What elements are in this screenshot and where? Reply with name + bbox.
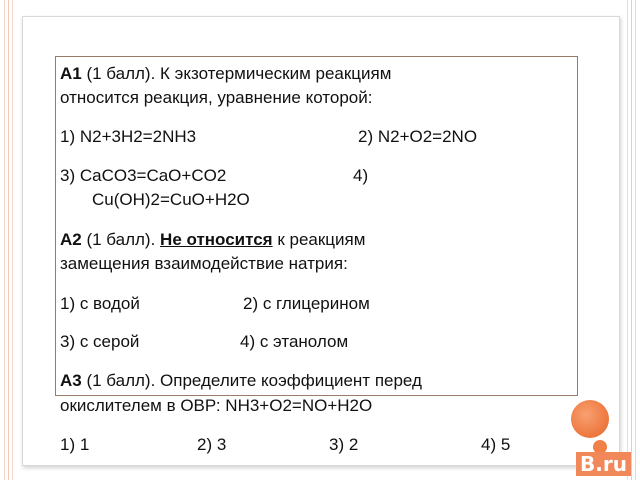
q2-emphasis: Не относится (160, 230, 273, 249)
q1-option-4-num: 4) (353, 166, 369, 185)
watermark-logo: B.ru (576, 452, 631, 476)
q1-label: А1 (60, 64, 82, 83)
q1-option-4-eq: Cu(OH)2=CuO+H2O (92, 190, 250, 209)
stripe (631, 0, 632, 480)
q3-option-4: 4) 5 (481, 435, 511, 454)
q1-line2: относится реакция, уравнение которой: (60, 88, 373, 107)
stripe (8, 0, 9, 480)
q1-option-3: 3) CaCO3=CaO+CO2 (60, 166, 227, 185)
q2-label: А2 (60, 230, 82, 249)
q2-line2: замещения взаимодействие натрия: (60, 254, 348, 273)
q3-line2: окислителем в ОВР: NH3+O2=NO+H2O (60, 396, 373, 415)
stripe (627, 0, 628, 480)
q2-points: (1 балл). (81, 230, 161, 249)
q1-header (60, 64, 391, 84)
q3-label: А3 (60, 371, 82, 390)
q2-header (60, 230, 365, 250)
q3-option-3: 3) 2 (329, 435, 359, 454)
q3-header (60, 371, 422, 391)
q1-points: (1 балл). К экзотермическим реакциям (81, 64, 392, 83)
q2-option-1: 1) с водой (60, 294, 140, 313)
q3-option-2: 2) 3 (197, 435, 227, 454)
stripe (4, 0, 5, 480)
decorative-circle-large (571, 400, 609, 438)
q2-option-3: 3) с серой (60, 332, 140, 351)
q3-points: (1 балл). Определите коэффициент перед (81, 371, 422, 390)
q2-rest: к реакциям (272, 230, 366, 249)
stripe (12, 0, 13, 480)
q1-option-1: 1) N2+3H2=2NH3 (60, 127, 197, 146)
q2-option-2: 2) с глицерином (243, 294, 370, 313)
q3-option-1: 1) 1 (60, 435, 90, 454)
q1-option-2: 2) N2+O2=2NO (358, 127, 478, 146)
q2-option-4: 4) с этанолом (240, 332, 349, 351)
stripe (635, 0, 636, 480)
